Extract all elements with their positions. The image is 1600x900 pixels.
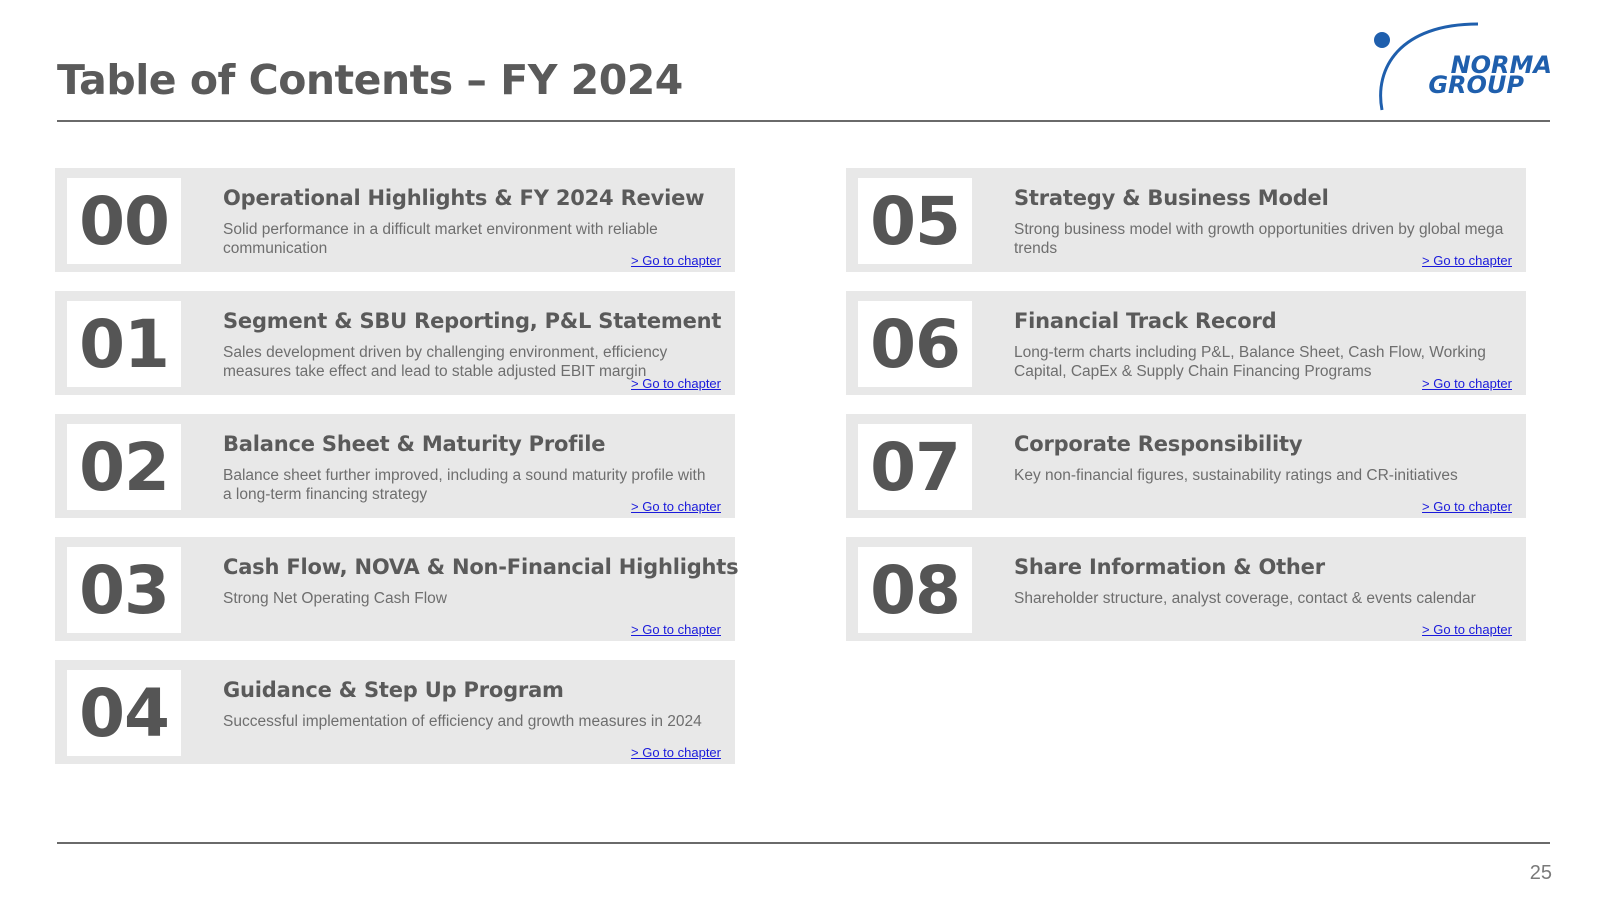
chapter-description: Key non-financial figures, sustainability ratings and CR-initiatives <box>1014 467 1458 484</box>
chapter-number: 05 <box>858 178 972 264</box>
chapter-card-03[interactable] <box>55 537 739 641</box>
chapter-title: Operational Highlights & FY 2024 Review <box>223 186 705 210</box>
go-to-chapter-link[interactable]: > Go to chapter <box>1422 499 1512 514</box>
norma-group-logo <box>1360 18 1556 114</box>
chapter-number: 04 <box>67 670 181 756</box>
chapter-number: 01 <box>67 301 181 387</box>
chapter-title: Share Information & Other <box>1014 555 1325 579</box>
chapter-card-04[interactable] <box>55 660 735 764</box>
go-to-chapter-link[interactable]: > Go to chapter <box>1422 253 1512 268</box>
chapter-description: Solid performance in a difficult market environment with reliable communication <box>223 221 658 257</box>
chapter-description: Shareholder structure, analyst coverage, contact & events calendar <box>1014 590 1476 607</box>
chapter-title: Balance Sheet & Maturity Profile <box>223 432 606 456</box>
chapter-description: Strong Net Operating Cash Flow <box>223 590 447 607</box>
chapter-card-00[interactable] <box>55 168 735 272</box>
header-divider <box>57 120 1550 122</box>
chapter-description: Sales development driven by challenging environment, efficiency measures take effect and lead to stable adjusted EBIT margin <box>223 344 668 380</box>
chapter-card-05[interactable] <box>846 168 1526 272</box>
chapter-number: 02 <box>67 424 181 510</box>
chapter-title: Financial Track Record <box>1014 309 1277 333</box>
chapter-description: Balance sheet further improved, including a sound maturity profile with a long-term financing strategy <box>223 467 706 503</box>
go-to-chapter-link[interactable]: > Go to chapter <box>631 376 721 391</box>
chapter-card-08[interactable] <box>846 537 1526 641</box>
chapter-description: Successful implementation of efficiency and growth measures in 2024 <box>223 713 702 730</box>
chapter-title: Cash Flow, NOVA & Non-Financial Highlights <box>223 555 739 579</box>
go-to-chapter-link[interactable]: > Go to chapter <box>631 253 721 268</box>
logo-text-norma: NORMA <box>1450 51 1552 79</box>
chapter-number: 08 <box>858 547 972 633</box>
go-to-chapter-link[interactable]: > Go to chapter <box>631 745 721 760</box>
chapter-title: Guidance & Step Up Program <box>223 678 564 702</box>
page-title: Table of Contents – FY 2024 <box>57 56 683 104</box>
go-to-chapter-link[interactable]: > Go to chapter <box>1422 622 1512 637</box>
chapter-title: Segment & SBU Reporting, P&L Statement <box>223 309 722 333</box>
footer-divider <box>57 842 1550 844</box>
chapter-card-01[interactable] <box>55 291 735 395</box>
chapter-number: 06 <box>858 301 972 387</box>
chapter-card-06[interactable] <box>846 291 1526 395</box>
chapter-description: Strong business model with growth opportunities driven by global mega trends <box>1014 221 1504 257</box>
chapter-card-07[interactable] <box>846 414 1526 518</box>
chapter-number: 07 <box>858 424 972 510</box>
go-to-chapter-link[interactable]: > Go to chapter <box>1422 376 1512 391</box>
go-to-chapter-link[interactable]: > Go to chapter <box>631 499 721 514</box>
go-to-chapter-link[interactable]: > Go to chapter <box>631 622 721 637</box>
chapter-title: Strategy & Business Model <box>1014 186 1329 210</box>
chapter-title: Corporate Responsibility <box>1014 432 1303 456</box>
chapter-number: 03 <box>67 547 181 633</box>
chapter-description: Long-term charts including P&L, Balance Sheet, Cash Flow, Working Capital, CapEx & Supply Chain Financing Programs <box>1014 344 1486 380</box>
logo-text-group: GROUP <box>1428 71 1524 99</box>
chapter-number: 00 <box>67 178 181 264</box>
chapter-card-02[interactable] <box>55 414 735 518</box>
page-number: 25 <box>1529 862 1552 884</box>
